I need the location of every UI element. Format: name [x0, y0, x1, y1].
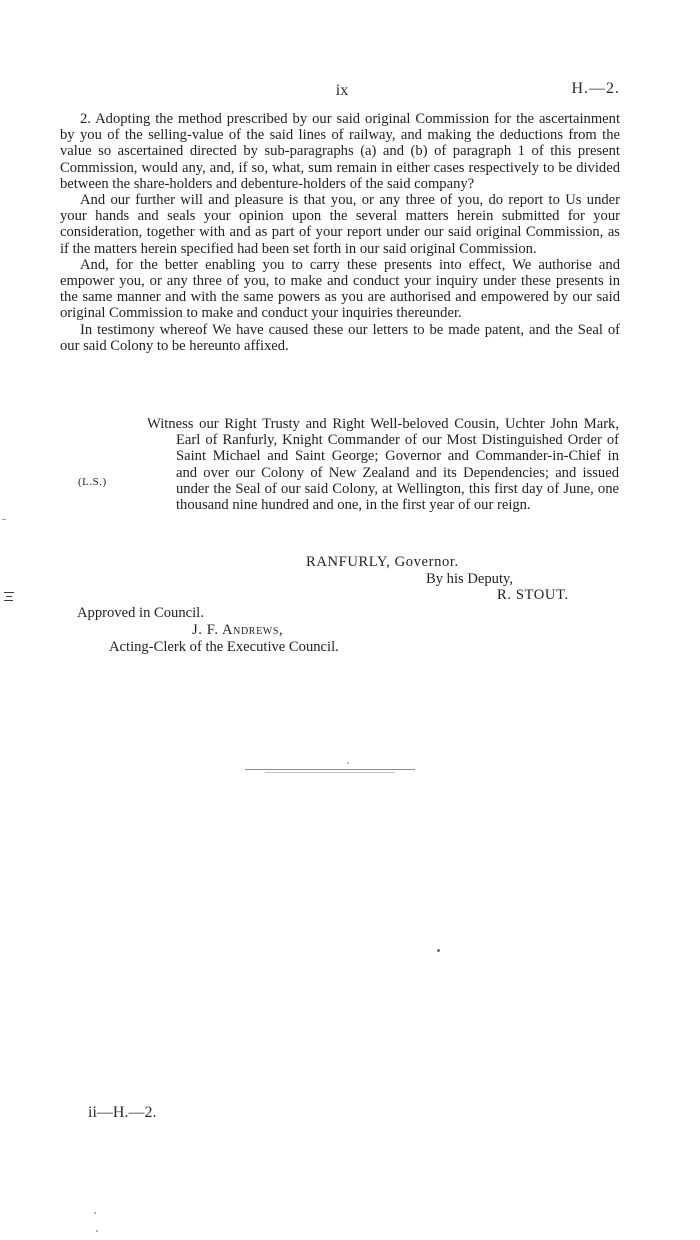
witness-clause: [147, 416, 619, 513]
paragraph-adopting-method: 2. Adopting the method prescribed by our said original Commission for the ascertainment by you of the selling-value of the said lines of railway, and making the deductions from the value so ascertained directed by sub-paragraphs (a) and (b) of paragraph 1 of this present Commission, would any, and, if so, what, sum remain in either cases respectively to be divided between the share-holders and debenture-holders of the said company?: [60, 111, 620, 192]
page-number: ix: [335, 82, 349, 99]
scan-speck: [96, 1230, 98, 1232]
document-reference: H.—2.: [571, 80, 620, 97]
paragraph-better-enabling: And, for the better enabling you to carry these presents into effect, We authorise and empower you, or any three of you, to make and conduct your inquiry under these presents in the same manner and with the same powers as you are authorised and empowered by our said original Commission to make and conduct your inquiries thereunder.: [60, 256, 620, 322]
scan-artifact: [4, 600, 13, 601]
section-divider-shadow: [265, 772, 395, 773]
seal-mark: (L.S.): [78, 476, 107, 488]
deputy-label: By his Deputy,: [426, 571, 514, 587]
paragraph-testimony: In testimony whereof We have caused these our letters to be made patent, and the Seal of our said Colony to be hereunto affixed.: [60, 321, 620, 354]
section-divider: [245, 769, 415, 770]
approved-in-council: Approved in Council.: [77, 605, 204, 621]
scan-artifact: [6, 596, 12, 597]
scan-artifact: [4, 592, 14, 593]
scan-speck: [437, 949, 440, 952]
scan-speck: [94, 1212, 96, 1214]
clerk-name: J. F. Andrews,: [192, 622, 284, 638]
governor-signature: RANFURLY, Governor.: [306, 554, 459, 570]
signature-mark: ii—H.—2.: [88, 1104, 157, 1121]
paragraph-further-will: And our further will and pleasure is that you, or any three of you, do report to Us under your hands and seals your opinion upon the several matters herein submitted for your consideration, together with and as part of your report under our said original Commission, as if the matters herein specified had been set forth in our said original Commission.: [60, 192, 620, 257]
scan-artifact: [2, 519, 6, 520]
witness-text: Witness our Right Trusty and Right Well-beloved Cousin, Uchter John Mark, Earl of Ranfurly, Knight Commander of our Most Distinguished Order of Saint Michael and Saint George; Governor and Commander-in-Chief in and over our Colony of New Zealand and its Dependencies; and issued under the Seal of our said Colony, at Wellington, this first day of June, one thousand nine hundred and one, in the first year of our reign.: [147, 416, 619, 514]
scan-speck: [347, 762, 349, 764]
clerk-title: Acting-Clerk of the Executive Council.: [109, 639, 339, 655]
deputy-signature: R. STOUT.: [497, 587, 569, 603]
commission-body: [60, 111, 620, 354]
